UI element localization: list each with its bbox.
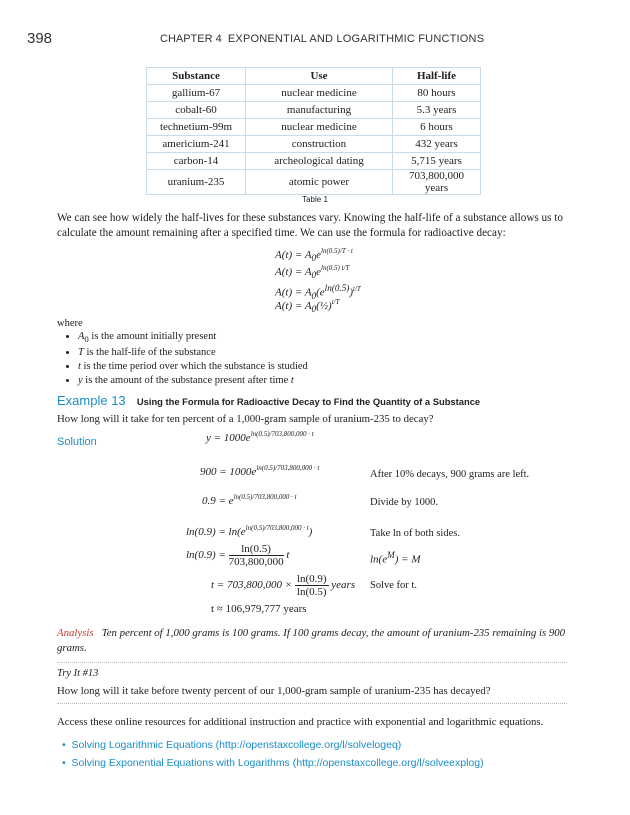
example-title: Using the Formula for Radioactive Decay to Find the Quantity of a Substance [136, 396, 481, 407]
table-row [147, 153, 481, 170]
table-row [147, 119, 481, 136]
table-cell: archeological dating [246, 153, 393, 170]
table-cell: nuclear medicine [246, 119, 393, 136]
chapter-title: EXPONENTIAL AND LOGARITHMIC FUNCTIONS [227, 33, 485, 45]
formula-1: $A(t) = A_0e^{ln(0.5)/T \cdot t}$ [275, 247, 353, 264]
divider [57, 662, 567, 663]
table-cell: americium-241 [147, 136, 246, 153]
table-cell: 5.3 years [393, 102, 481, 119]
table-row [147, 136, 481, 153]
where-list [60, 330, 308, 388]
step-1: $y = 1000e^{ln(0.5)/703,800,000 \cdot t}$ [206, 430, 314, 444]
divider [57, 703, 567, 704]
example-question: How long will it take for ten percent of a 1,000-gram sample of uranium-235 to decay? [57, 413, 434, 425]
table-cell: atomic power [246, 170, 393, 195]
resource-link-2[interactable]: • Solving Exponential Equations with Logarithms (http://openstaxcollege.org/l/solveexplog) [62, 757, 484, 769]
table-row [147, 85, 481, 102]
table-cell: carbon-14 [147, 153, 246, 170]
table-cell: construction [246, 136, 393, 153]
table-header: Substance [147, 68, 246, 85]
result: t ≈ 106,979,777 years [211, 603, 307, 615]
list-item: • t is the time period over which the substance is studied [78, 360, 308, 374]
step-note: Take ln of both sides. [370, 528, 460, 539]
formula-3: $A(t) = A_0(e^{ln(0.5)})^{t/T}$ [275, 283, 361, 301]
table-caption: Table 1 [302, 195, 328, 204]
table-cell: 703,800,000 years [393, 170, 481, 195]
table-header: Use [246, 68, 393, 85]
step-note: Solve for t. [370, 580, 417, 591]
step-note: Divide by 1000. [370, 497, 438, 508]
step-6: t = 703,800,000 × $\frac{\ln(0.9)}{\ln(0.5)}$ years [211, 573, 356, 598]
chapter-prefix: CHAPTER 4 [160, 33, 222, 45]
solution-label: Solution [57, 436, 97, 448]
chapter-header [160, 33, 484, 45]
try-it-question: How long will it take before twenty percent of our 1,000-gram sample of uranium-235 has decayed? [57, 685, 491, 697]
table-cell: gallium-67 [147, 85, 246, 102]
formula-4: $A(t) = A_0(\frac{1}{2})^{t/T}$ [275, 298, 340, 315]
table-header: Half-life [393, 68, 481, 85]
step-2: $900 = 1000e^{ln(0.5)/703,800,000 \cdot t}$ [200, 464, 320, 478]
table-cell: uranium-235 [147, 170, 246, 195]
table-cell: manufacturing [246, 102, 393, 119]
list-item: • y is the amount of the substance present after time t [78, 374, 308, 388]
table-row [147, 170, 481, 195]
analysis [57, 626, 577, 656]
list-item: • T is the half-life of the substance [78, 346, 308, 360]
step-4: $\ln(0.9) = \ln(e^{ln(0.5)/703,800,000 \cdot t})$ [186, 524, 313, 538]
list-item: • $A_0$ is the amount initially present [78, 330, 308, 346]
analysis-label: Analysis [57, 627, 94, 639]
half-life-table [146, 67, 481, 195]
example-label: Example 13 [57, 393, 126, 408]
identity-note: $\ln(e^M) = M$ [370, 550, 421, 566]
try-it-label: Try It #13 [57, 668, 99, 679]
table-cell: 5,715 years [393, 153, 481, 170]
example-heading [57, 393, 480, 408]
table-row [147, 102, 481, 119]
page-number: 398 [27, 30, 53, 47]
step-3: $0.9 = e^{ln(0.5)/703,800,000 \cdot t}$ [202, 493, 297, 507]
table-header-row [147, 68, 481, 85]
analysis-text: Ten percent of 1,000 grams is 100 grams. If 100 grams decay, the amount of uranium-235 remaining is 900 grams. [57, 627, 566, 654]
intro-paragraph: We can see how widely the half-lives for these substances vary. Knowing the half-life of a substance allows us to calculate the amount remaining after a specified time. We can use the formula for radioactive decay: [57, 212, 564, 239]
resources-intro: Access these online resources for additional instruction and practice with exponential and logarithmic equations. [57, 716, 544, 728]
table-cell: 6 hours [393, 119, 481, 136]
step-note: After 10% decays, 900 grams are left. [370, 469, 530, 480]
where-label: where [57, 318, 83, 329]
table-cell: cobalt-60 [147, 102, 246, 119]
table-cell: 80 hours [393, 85, 481, 102]
step-5: ln(0.9) = $\frac{\ln(0.5)}{703,800,000}$ t [186, 543, 290, 568]
resource-link-1[interactable]: • Solving Logarithmic Equations (http://openstaxcollege.org/l/solvelogeq) [62, 739, 402, 751]
table-cell: nuclear medicine [246, 85, 393, 102]
table-cell: technetium-99m [147, 119, 246, 136]
table-cell: 432 years [393, 136, 481, 153]
formula-2: $A(t) = A_0e^{ln(0.5) t/T}$ [275, 264, 350, 281]
